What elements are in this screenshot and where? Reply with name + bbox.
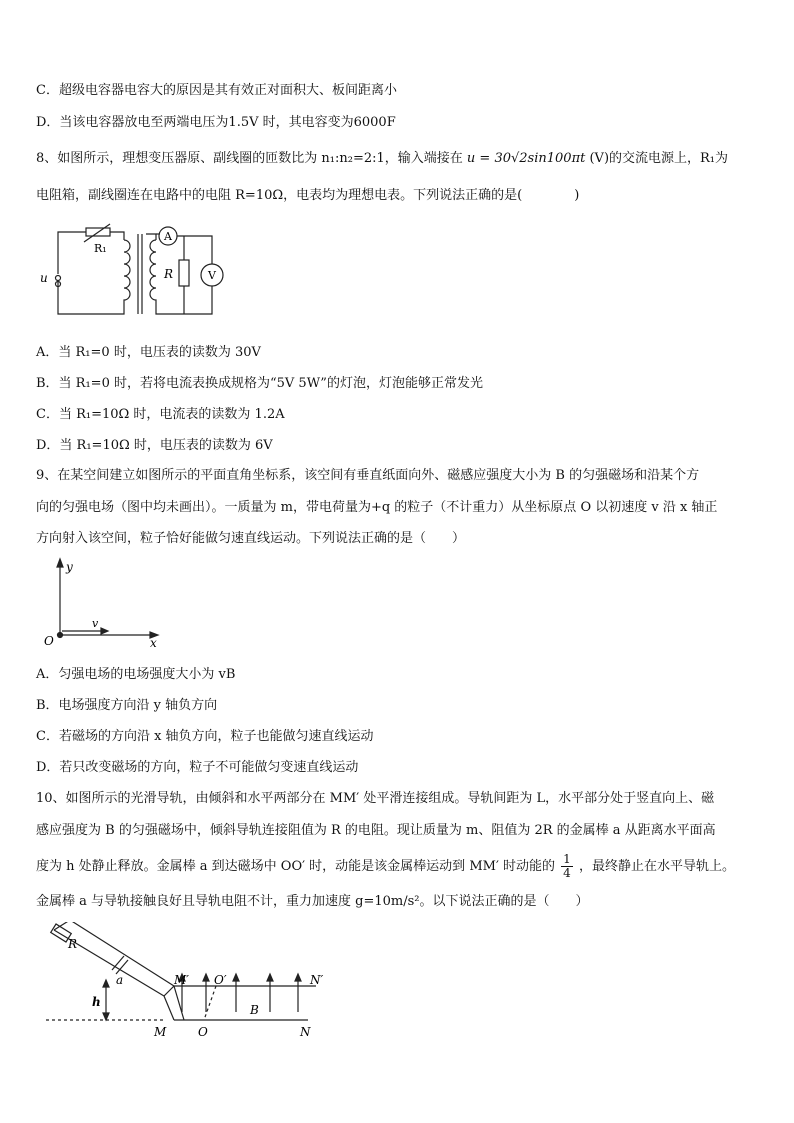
q10-stem-3b: ，最终静止在水平导轨上。 — [578, 859, 735, 874]
q10-stem-3a: 度为 h 处静止释放。金属棒 a 到达磁场中 OO′ 时，动能是该金属棒运动到 MM′ 时动能的 — [36, 859, 556, 874]
q9-fig-label-y: y — [66, 560, 73, 574]
q9-fig-label-o: O — [44, 634, 54, 647]
q8-stem-1b: (V)的交流电源上，R₁为 — [589, 151, 729, 166]
q9-option-b: B．电场强度方向沿 y 轴负方向 — [36, 698, 218, 713]
q9-fig-label-v: v — [92, 617, 99, 630]
q10-fig-label-m-prime: M′ — [174, 973, 190, 987]
q10-fraction-numerator: 1 — [563, 852, 571, 866]
q9-coordinate-figure — [36, 557, 166, 647]
q8-option-d: D．当 R₁=10Ω 时，电压表的读数为 6V — [36, 438, 273, 453]
q9-stem-line-2: 向的匀强电场（图中均未画出）。一质量为 m，带电荷量为+q 的粒子（不计重力）从坐标原点 O 以初速度 v 沿 x 轴正 — [36, 500, 718, 515]
q8-fig-label-r: R — [164, 267, 174, 281]
q10-fig-label-a: a — [116, 973, 124, 987]
q10-fig-label-h: h — [92, 995, 101, 1009]
q8-stem-line-1 — [36, 150, 728, 168]
q9-stem-line-1: 9、在某空间建立如图所示的平面直角坐标系，该空间有垂直纸面向外、磁感应强度大小为 B 的匀强磁场和沿某个方 — [36, 468, 700, 483]
q10-fig-label-o-prime: O′ — [214, 973, 227, 987]
q8-fig-label-a: A — [164, 230, 172, 243]
q9-fig-label-x: x — [150, 636, 157, 647]
q10-stem-line-1: 10、如图所示的光滑导轨，由倾斜和水平两部分在 MM′ 处平滑连接组成。导轨间距为 L，水平部分处于竖直向上、磁 — [36, 791, 715, 806]
q10-stem-line-2: 感应强度为 B 的匀强磁场中，倾斜导轨连接阻值为 R 的电阻。现让质量为 m、阻值为 2R 的金属棒 a 从距离水平面高 — [36, 823, 716, 838]
q10-fraction — [561, 853, 573, 880]
q8-option-b: B．当 R₁=0 时，若将电流表换成规格为“5V 5W”的灯泡，灯泡能够正常发光 — [36, 376, 483, 391]
q7-option-d: D．当该电容器放电至两端电压为1.5V 时，其电容变为6000F — [36, 115, 396, 130]
q8-fig-label-v: V — [208, 269, 216, 282]
q10-fig-label-n-prime: N′ — [310, 973, 324, 987]
q8-option-c: C．当 R₁=10Ω 时，电流表的读数为 1.2A — [36, 407, 285, 422]
q9-option-d: D．若只改变磁场的方向，粒子不可能做匀变速直线运动 — [36, 760, 359, 775]
q9-option-c: C．若磁场的方向沿 x 轴负方向，粒子也能做匀速直线运动 — [36, 729, 374, 744]
q10-rail-figure — [44, 922, 344, 1044]
q10-fig-label-m: M — [154, 1025, 167, 1039]
q10-fig-label-b: B — [250, 1003, 259, 1017]
q10-fraction-denominator: 4 — [563, 866, 571, 880]
q10-fig-label-r: R — [68, 937, 78, 951]
q8-fig-label-r1: R₁ — [94, 242, 107, 255]
q8-fig-label-u: u — [40, 271, 48, 285]
q9-stem-line-3: 方向射入该空间，粒子恰好能做匀速直线运动。下列说法正确的是（ ） — [36, 531, 466, 546]
q8-stem-1a: 8、如图所示，理想变压器原、副线圈的匝数比为 n₁:n₂=2:1，输入端接在 — [36, 151, 463, 166]
q10-fig-label-o: O — [198, 1025, 208, 1039]
q8-formula: u = 30√2sin100πt — [466, 151, 586, 166]
q8-stem-line-2: 电阻箱，副线圈连在电路中的电阻 R=10Ω，电表均为理想电表。下列说法正确的是( ) — [36, 188, 580, 203]
q10-stem-line-4: 金属棒 a 与导轨接触良好且导轨电阻不计，重力加速度 g=10m/s²。以下说法正确的是（ ） — [36, 894, 589, 909]
q10-stem-line-3 — [36, 853, 735, 880]
q9-option-a: A．匀强电场的电场强度大小为 vB — [36, 667, 236, 682]
q7-option-c: C．超级电容器电容大的原因是其有效正对面积大、板间距离小 — [36, 83, 397, 98]
q10-fig-label-n: N — [300, 1025, 311, 1039]
q8-option-a: A．当 R₁=0 时，电压表的读数为 30V — [36, 345, 261, 360]
q8-circuit-figure — [36, 222, 226, 317]
